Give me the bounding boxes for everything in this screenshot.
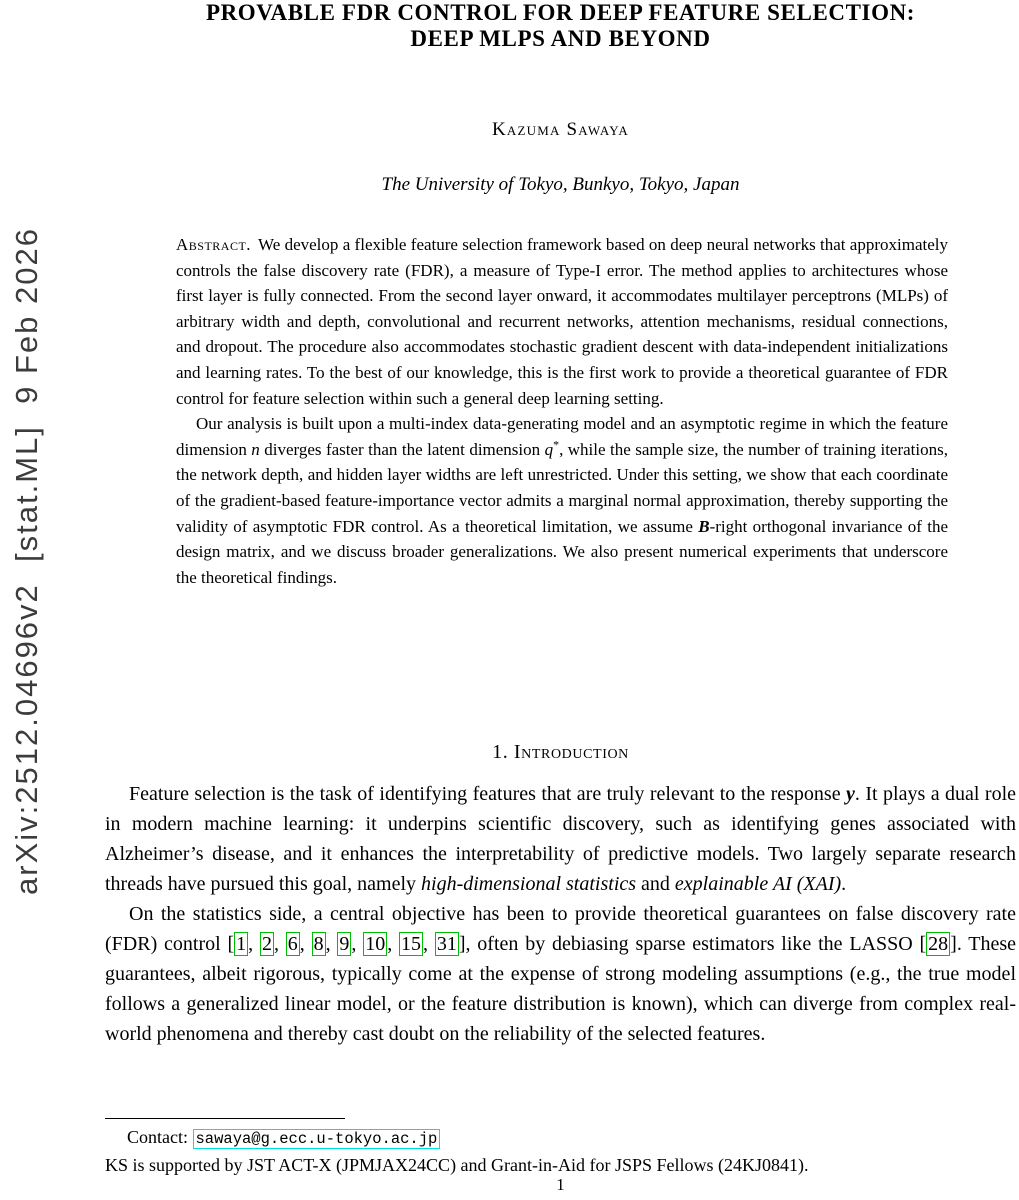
paper-content (105, 0, 1016, 1200)
text-run: , (325, 933, 338, 955)
paper-title (105, 0, 1016, 52)
footnote-area (105, 1118, 1016, 1178)
page-number: 1 (556, 1175, 565, 1194)
text-run: , (299, 933, 312, 955)
text-run: Feature selection is the task of identifying features that are truly relevant to the response (129, 783, 847, 805)
text-run: ]. These guarantees, albeit rigorous, typically come at the expense of strong modeling assumptions (e.g., the true model follows a generalized linear model, or the feature distribution is known), which can diverge from complex real-world phenomena and thereby cast doubt on the reliability of the selected features. (105, 933, 1017, 1045)
text-run: Our analysis is built upon a multi-index data-generating model and an asymptotic regime in which the feature dimension (176, 414, 948, 459)
arxiv-id-label: arXiv:2512.04696v2 [stat.ML] 9 Feb 2026 (9, 227, 44, 895)
text-run: , (248, 933, 260, 955)
paper-title-line1: PROVABLE FDR CONTROL FOR DEEP FEATURE SELECTION: (205, 0, 916, 25)
section-heading-introduction: 1. Introduction (492, 741, 629, 763)
author-affiliation: The University of Tokyo, Bunkyo, Tokyo, Japan (381, 174, 740, 195)
contact-email-link[interactable]: sawaya@g.ecc.u-tokyo.ac.jp (193, 1129, 441, 1149)
text-run: high-dimensional statistics (421, 873, 637, 895)
citation-link[interactable]: 6 (287, 933, 298, 955)
text-run: * (553, 437, 560, 452)
footnote-contact-line (105, 1124, 1016, 1152)
text-run: , while the sample size, the number of training iterations, the network depth, and hidden layer widths are left unrestricted. Under this setting, we show that each coordinate of the gradient-based feature-importance vector admits a marginal normal approximation, thereby supporting the validity of asymptotic FDR control. As a theoretical limitation, we assume (176, 439, 948, 536)
text-run: , (273, 933, 286, 955)
text-run: . It plays a dual role in modern machine learning: it underpins scientific discovery, such as identifying genes associated with Alzheimer’s disease, and it enhances the interpretability of predictive models. Two largely separate research threads have pursued this goal, namely (105, 783, 1016, 895)
text-run: B (698, 516, 710, 536)
citation-link[interactable]: 28 (928, 933, 949, 955)
text-run: n (251, 439, 260, 459)
text-run: explainable AI (XAI) (674, 873, 842, 895)
citation-link[interactable]: 15 (401, 933, 422, 955)
citation-link[interactable]: 1 (236, 933, 247, 955)
text-run: -right orthogonal invariance of the design matrix, and we discuss broader generalizations. We also present numerical experiments that underscore the theoretical findings. (176, 516, 949, 587)
paper-title-line2: DEEP MLPS AND BEYOND (410, 26, 711, 51)
citation-link[interactable]: 31 (436, 933, 457, 955)
intro-paragraph-2 (105, 899, 1016, 1049)
text-run: y (846, 783, 855, 805)
contact-label: Contact: (127, 1127, 193, 1147)
abstract-section (176, 232, 948, 590)
intro-paragraph-1 (105, 779, 1016, 899)
text-run: . (841, 873, 847, 895)
text-run: , (351, 933, 364, 955)
text-run: , (387, 933, 400, 955)
text-run: ], often by debiasing sparse estimators like the LASSO [ (458, 933, 927, 955)
text-run: and (636, 873, 675, 895)
text-run: diverges faster than the latent dimension (259, 439, 545, 459)
text-run: , (423, 933, 435, 955)
citation-link[interactable]: 8 (313, 933, 324, 955)
footnote-rule (105, 1118, 345, 1119)
footnote-support-line: KS is supported by JST ACT-X (JPMJAX24CC) and Grant-in-Aid for JSPS Fellows (24KJ0841). (105, 1155, 809, 1175)
citation-link[interactable]: 10 (365, 933, 386, 955)
citation-link[interactable]: 2 (261, 933, 272, 955)
citation-link[interactable]: 9 (339, 933, 350, 955)
text-run: q (544, 439, 554, 459)
abstract-paragraph-1 (176, 232, 948, 411)
author-name: Kazuma Sawaya (491, 119, 629, 140)
abstract-text: We develop a flexible feature selection framework based on deep neural networks that approximately controls the false discovery rate (FDR), a measure of Type-I error. The method applies to architectures whose first layer is fully connected. From the second layer onward, it accommodates multilayer perceptrons (MLPs) of arbitrary width and depth, convolutional and recurrent networks, attention mechanisms, residual connections, and dropout. The procedure also accommodates stochastic gradient descent with data-independent initializations and learning rates. To the best of our knowledge, this is the first work to provide a theoretical guarantee of FDR control for feature selection within such a general deep learning setting. (176, 235, 948, 408)
text-run: On the statistics side, a central objective has been to provide theoretical guarantees on false discovery rate (FDR) control [ (105, 903, 1016, 955)
arxiv-watermark (4, 0, 50, 1122)
introduction-section (105, 779, 1016, 1049)
abstract-label: Abstract. (176, 235, 252, 254)
abstract-paragraph-2 (176, 411, 948, 590)
